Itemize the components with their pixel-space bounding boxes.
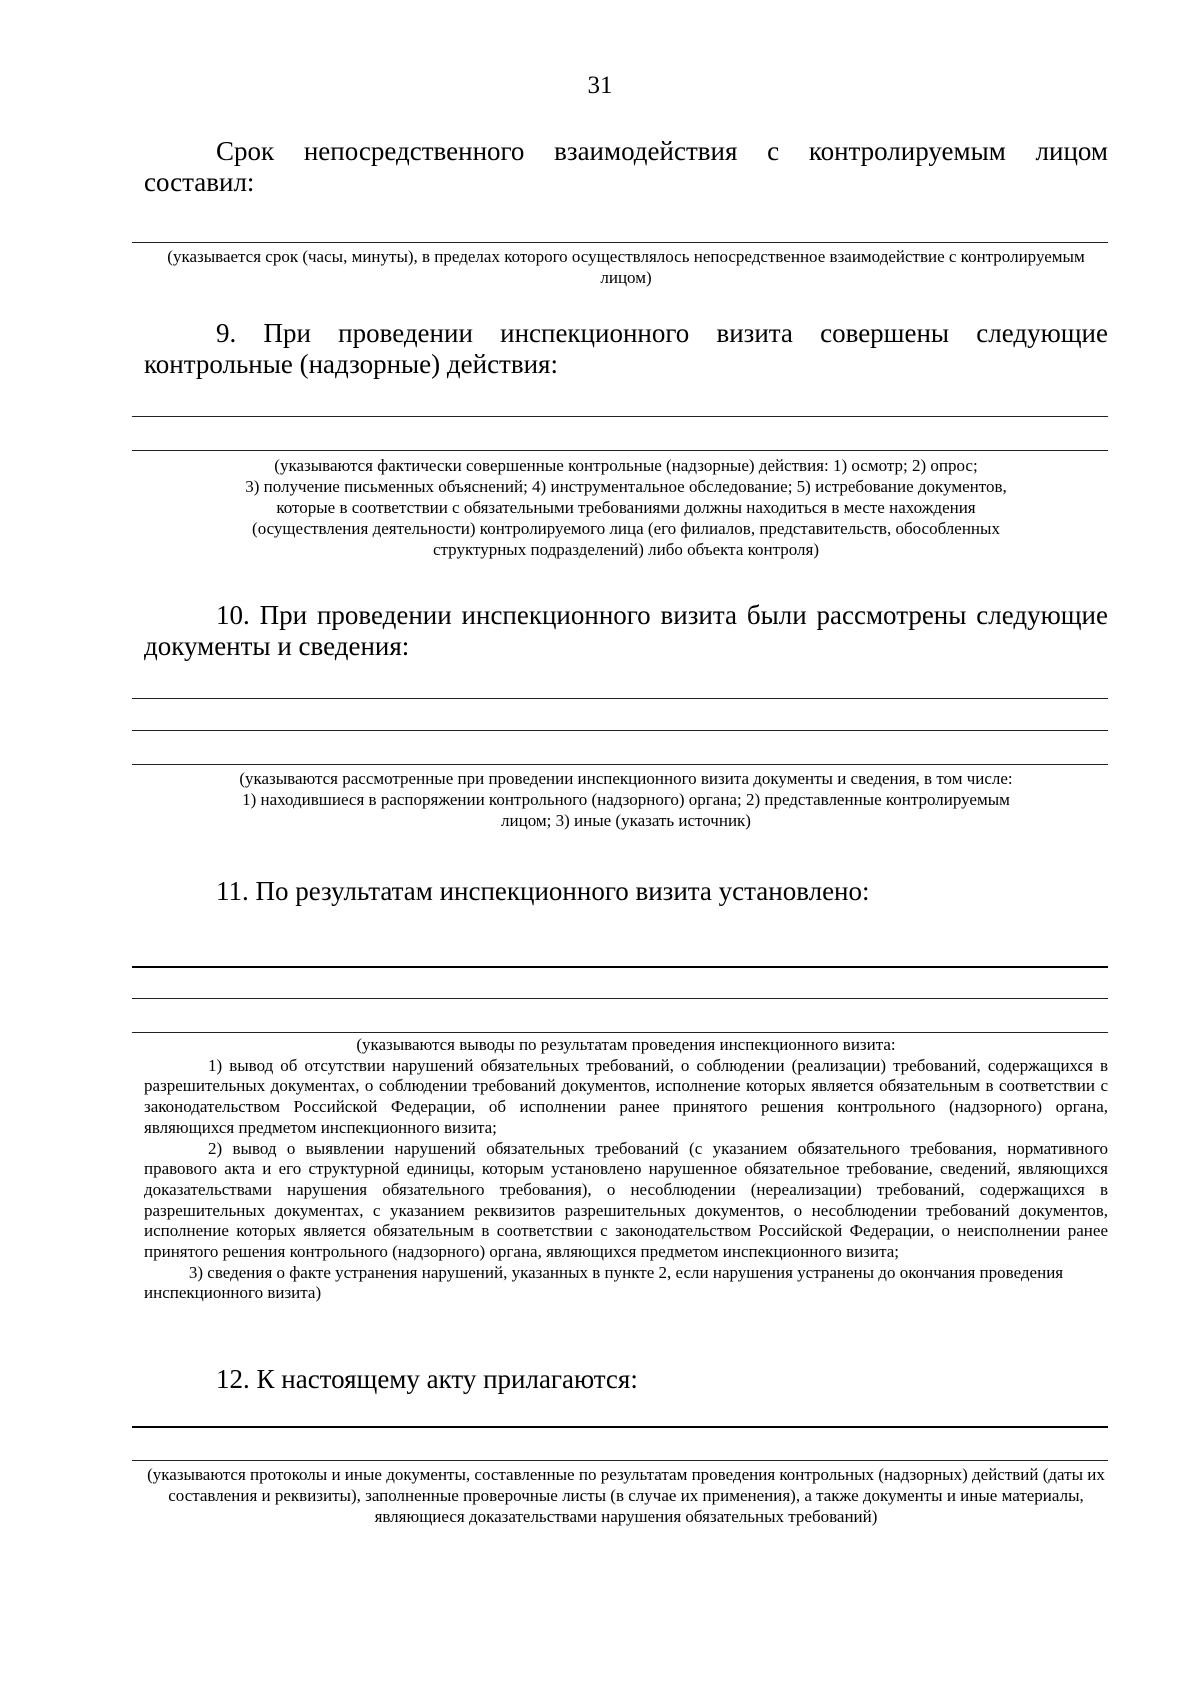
section-9-fill-line-2 — [132, 450, 1108, 451]
section-9-note-line-1: (указываются фактически совершенные контрольные (надзорные) действия: 1) осмотр; 2) опрос; — [274, 456, 978, 475]
section-10-fill-line-3 — [132, 764, 1108, 765]
section-12-fill-line-1 — [132, 1426, 1108, 1428]
section-9-note-line-4: (осуществления деятельности) контролируемого лица (его филиалов, представительств, обособленных — [252, 519, 1000, 538]
page-number: 31 — [587, 72, 613, 99]
section-11-fill-line-1 — [132, 966, 1108, 968]
section-11-note — [144, 1035, 1108, 1304]
section-11-note-item-1: 1) вывод об отсутствии нарушений обязательных требований, о соблюдении (реализации) требований, содержащихся в разрешительных документах, о соблюдении требований документов, исполнение которых является обязательным в соответствии с законодательством Российской Федерации, об исполнении ранее принятого решения контрольного (надзорного) органа, являющихся предметом инспекционного визита; — [144, 1055, 1108, 1137]
term-note: (указывается срок (часы, минуты), в пределах которого осуществлялось непосредственное взаимодействие с контролируемым лицом) — [167, 247, 1085, 287]
section-11-note-head: (указываются выводы по результатам проведения инспекционного визита: — [356, 1035, 896, 1054]
section-11-fill-line-2 — [132, 998, 1108, 999]
section-9-note — [144, 455, 1108, 560]
section-11-note-item-2: 2) вывод о выявлении нарушений обязательных требований (с указанием обязательного требования, нормативного правового акта и его структурной единицы, которым установлено нарушенное обязательное требование, сведений, являющихся доказательствами нарушения обязательного требования), о несоблюдении (нереализации) требований, содержащихся в разрешительных документах, с указанием реквизитов разрешительных документов, о несоблюдении требований документов, исполнение которых является обязательным в соответствии с законодательством Российской Федерации, о неисполнении ранее принятого решения контрольного (надзорного) органа, являющихся предметом инспекционного визита; — [144, 1138, 1108, 1262]
section-10-note-line-2: 1) находившиеся в распоряжении контрольного (надзорного) органа; 2) представленные контролируемым — [242, 790, 1010, 809]
term-fill-line — [132, 242, 1108, 243]
term-paragraph: Срок непосредственного взаимодействия с контролируемым лицом составил: — [144, 136, 1108, 197]
section-10-note — [144, 768, 1108, 831]
section-12-fill-line-2 — [132, 1460, 1108, 1461]
section-12-paragraph: 12. К настоящему акту прилагаются: — [216, 1364, 638, 1394]
section-11-fill-line-3 — [132, 1032, 1108, 1033]
section-11-paragraph: 11. По результатам инспекционного визита установлено: — [216, 876, 870, 906]
section-12-note: (указываются протоколы и иные документы, составленные по результатам проведения контрольных (надзорных) действий (даты их составления и реквизиты), заполненные проверочные листы (в случае их применения), а также документы и иные материалы, являющиеся доказательствами нарушения обязательных требований) — [147, 1465, 1105, 1526]
section-10-paragraph: 10. При проведении инспекционного визита были рассмотрены следующие документы и сведения: — [144, 600, 1108, 661]
section-9-note-line-3: которые в соответствии с обязательными требованиями должны находиться в месте нахождения — [276, 498, 976, 517]
section-10-fill-line-2 — [132, 730, 1108, 731]
section-9-note-line-2: 3) получение письменных объяснений; 4) инструментальное обследование; 5) истребование документов, — [245, 477, 1007, 496]
section-10-note-line-3: лицом; 3) иные (указать источник) — [501, 811, 751, 830]
section-10-note-line-1: (указываются рассмотренные при проведении инспекционного визита документы и сведения, в том числе: — [239, 769, 1013, 788]
section-10-fill-line-1 — [132, 698, 1108, 699]
section-9-fill-line-1 — [132, 416, 1108, 417]
section-11-note-item-3: 3) сведения о факте устранения нарушений, указанных в пункте 2, если нарушения устранены до окончания проведения инспекционного визита) — [144, 1262, 1064, 1303]
section-9-paragraph: 9. При проведении инспекционного визита совершены следующие контрольные (надзорные) действия: — [144, 318, 1108, 379]
section-9-note-line-5: структурных подразделений) либо объекта контроля) — [433, 540, 819, 559]
